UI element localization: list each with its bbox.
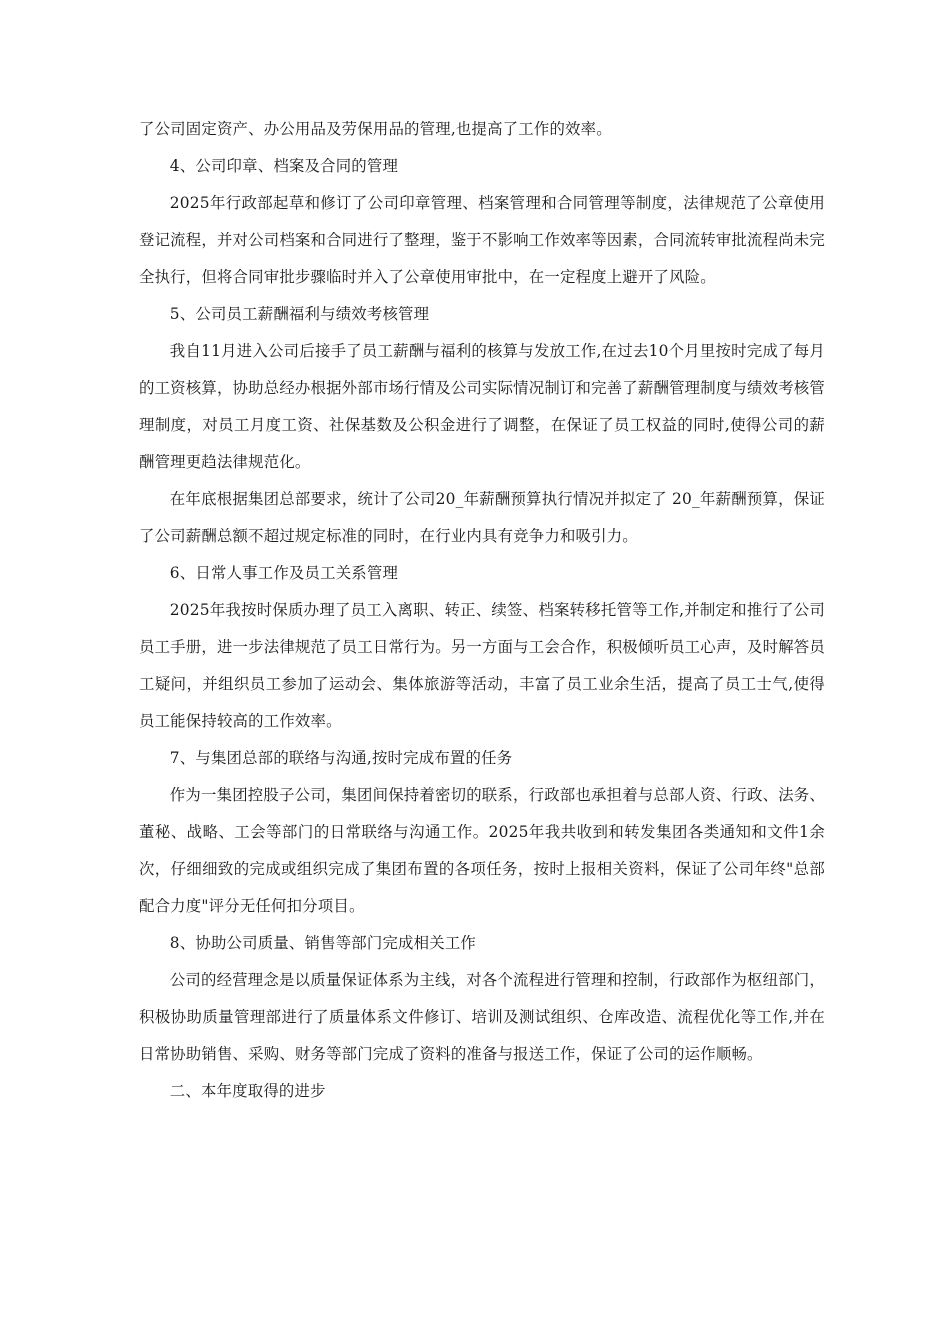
section-heading-6: 6、日常人事工作及员工关系管理 [169, 564, 399, 582]
section-heading-4: 4、公司印章、档案及合同的管理 [169, 157, 399, 175]
paragraph: 作为一集团控股子公司，集团间保持着密切的联系，行政部也承担着与总部人资、行政、法务、董秘、战略、工会等部门的日常联络与沟通工作。2025年我共收到和转发集团各类通知和文件1余次，仔细细致的完成或组织完成了集团布置的各项任务，按时上报相关资料，保证了公司年终"总部配合力度"评分无任何扣分项目。 [139, 786, 825, 915]
paragraph: 公司的经营理念是以质量保证体系为主线，对各个流程进行管理和控制，行政部作为枢纽部门，积极协助质量管理部进行了质量体系文件修订、培训及测试组织、仓库改造、流程优化等工作,并在日常协助销售、采购、财务等部门完成了资料的准备与报送工作，保证了公司的运作顺畅。 [139, 971, 825, 1063]
paragraph: 我自11月进入公司后接手了员工薪酬与福利的核算与发放工作,在过去10个月里按时完成了每月的工资核算，协助总经办根据外部市场行情及公司实际情况制订和完善了薪酬管理制度与绩效考核管理制度，对员工月度工资、社保基数及公积金进行了调整，在保证了员工权益的同时,使得公司的薪酬管理更趋法律规范化。 [139, 342, 825, 471]
document-body [139, 111, 825, 1110]
section-heading-5: 5、公司员工薪酬福利与绩效考核管理 [169, 305, 430, 323]
chapter-heading-2: 二、本年度取得的进步 [169, 1082, 326, 1100]
paragraph: 2025年我按时保质办理了员工入离职、转正、续签、档案转移托管等工作,并制定和推行了公司员工手册，进一步法律规范了员工日常行为。另一方面与工会合作，积极倾听员工心声，及时解答员工疑问，并组织员工参加了运动会、集体旅游等活动，丰富了员工业余生活，提高了员工士气,使得员工能保持较高的工作效率。 [139, 601, 825, 730]
section-heading-8: 8、协助公司质量、销售等部门完成相关工作 [169, 934, 477, 952]
paragraph: 在年底根据集团总部要求，统计了公司20_年薪酬预算执行情况并拟定了 20_年薪酬预算，保证了公司薪酬总额不超过规定标准的同时，在行业内具有竞争力和吸引力。 [139, 490, 825, 545]
paragraph-continued: 了公司固定资产、办公用品及劳保用品的管理,也提高了工作的效率。 [139, 120, 612, 138]
section-heading-7: 7、与集团总部的联络与沟通,按时完成布置的任务 [169, 749, 513, 767]
paragraph: 2025年行政部起草和修订了公司印章管理、档案管理和合同管理等制度，法律规范了公章使用登记流程，并对公司档案和合同进行了整理，鉴于不影响工作效率等因素，合同流转审批流程尚未完全执行，但将合同审批步骤临时并入了公章使用审批中，在一定程度上避开了风险。 [139, 194, 825, 286]
